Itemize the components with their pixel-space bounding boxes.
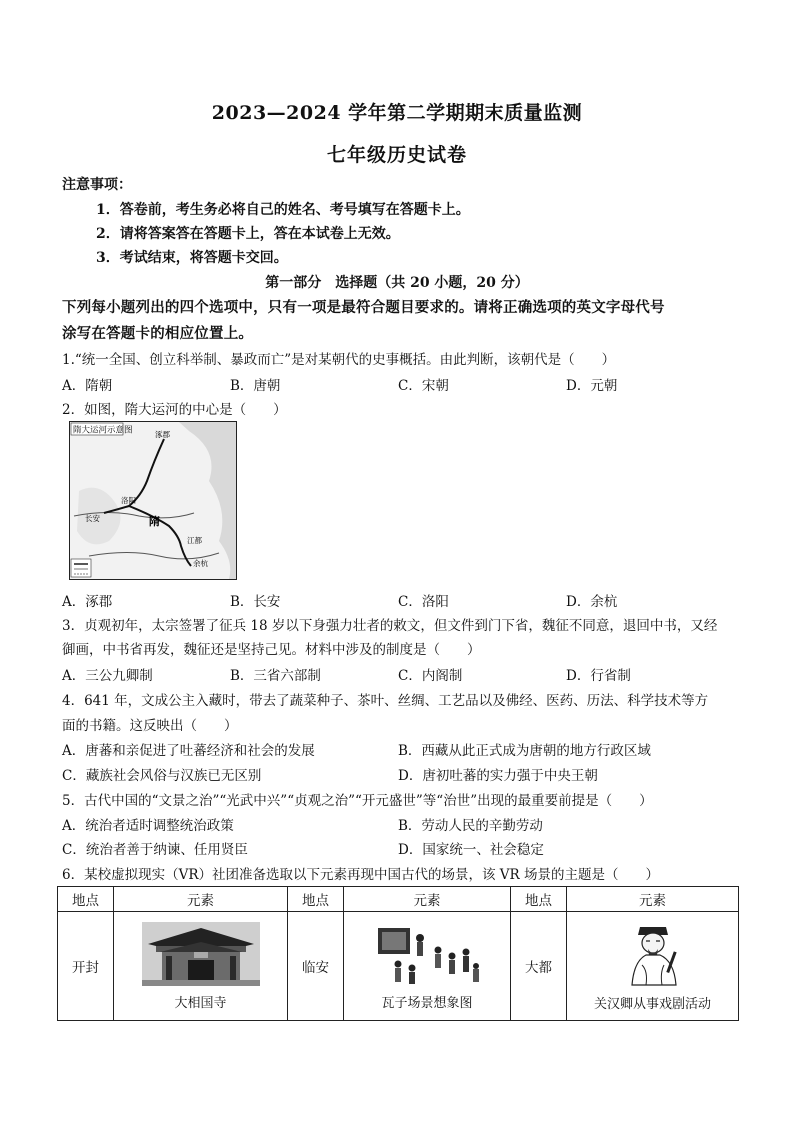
question-5-option-b: B．劳动人民的辛勤劳动 xyxy=(398,818,543,834)
question-1-option-b: B．唐朝 xyxy=(230,378,281,394)
question-5-option-d: D．国家统一、社会稳定 xyxy=(398,842,544,858)
question-5-option-a: A．统治者适时调整统治政策 xyxy=(62,818,234,834)
question-2-option-a: A．涿郡 xyxy=(62,594,113,610)
caption-wazi: 瓦子场景想象图 xyxy=(381,995,473,1011)
question-2-option-c: C．洛阳 xyxy=(398,594,449,610)
question-4-stem: 4．641 年，文成公主入藏时，带去了蔬菜种子、茶叶、丝绸、工艺品以及佛经、医药、历法、科学技术等方 xyxy=(62,693,709,709)
map-label-yuhang: 余杭 xyxy=(193,559,208,568)
table-header-element: 元素 xyxy=(344,887,511,912)
table-header-element: 元素 xyxy=(567,887,739,912)
map-label-luoyang: 洛阳 xyxy=(121,496,136,505)
element-cell-guan-hanqing xyxy=(567,912,739,1021)
question-4-option-b: B．西藏从此正式成为唐朝的地方行政区域 xyxy=(398,743,651,759)
question-4-stem-cont: 面的书籍。这反映出（ ） xyxy=(62,718,238,734)
table-header-place: 地点 xyxy=(511,887,567,912)
table-row xyxy=(58,912,739,1021)
note-item: 3．考试结束，将答题卡交回。 xyxy=(96,250,288,266)
note-item: 2．请将答案答在答题卡上，答在本试卷上无效。 xyxy=(96,226,400,242)
question-1-stem: 1.“统一全国、创立科举制、暴政而亡”是对某朝代的史事概括。由此判断，该朝代是（ ） xyxy=(62,352,616,368)
question-5-option-c: C．统治者善于纳谏、任用贤臣 xyxy=(62,842,248,858)
table-header-element: 元素 xyxy=(114,887,288,912)
question-2-option-d: D．余杭 xyxy=(566,594,618,610)
question-2-option-b: B．长安 xyxy=(230,594,281,610)
caption-guan-hanqing: 关汉卿从事戏剧活动 xyxy=(593,996,711,1012)
guan-hanqing-portrait xyxy=(618,921,688,987)
question-3-option-b: B．三省六部制 xyxy=(230,668,321,684)
exam-title: 2023—2024 学年第二学期期末质量监测 xyxy=(211,102,583,124)
notes-heading: 注意事项： xyxy=(62,177,132,193)
question-1-option-c: C．宋朝 xyxy=(398,378,449,394)
question-3-stem-cont: 御画，中书省再发，魏征还是坚持己见。材料中涉及的制度是（ ） xyxy=(62,642,481,658)
vr-elements-table xyxy=(57,886,739,1021)
wazi-scene-image xyxy=(368,922,486,986)
place-linan: 临安 xyxy=(288,912,344,1021)
map-label-sui: 隋 xyxy=(149,515,160,528)
note-item: 1．答卷前，考生务必将自己的姓名、考号填写在答题卡上。 xyxy=(96,202,470,218)
map-label-zhuojun: 涿郡 xyxy=(155,430,170,439)
place-kaifeng: 开封 xyxy=(58,912,114,1021)
question-3-option-c: C．内阁制 xyxy=(398,668,463,684)
place-dadu: 大都 xyxy=(511,912,567,1021)
table-header-place: 地点 xyxy=(58,887,114,912)
question-4-option-a: A．唐蕃和亲促进了吐蕃经济和社会的发展 xyxy=(62,743,315,759)
question-1-option-a: A．隋朝 xyxy=(62,378,113,394)
exam-subtitle: 七年级历史试卷 xyxy=(326,144,467,166)
question-3-option-a: A．三公九卿制 xyxy=(62,668,153,684)
section-instruction: 下列每小题列出的四个选项中，只有一项是最符合题目要求的。请将正确选项的英文字母代号 xyxy=(62,299,665,316)
question-5-stem: 5．古代中国的“文景之治”“光武中兴”“贞观之治”“开元盛世”等“治世”出现的最重要前提是（ ） xyxy=(62,793,653,809)
map-title: 隋大运河示意图 xyxy=(73,425,133,436)
question-1-option-d: D．元朝 xyxy=(566,378,618,394)
section-title: 第一部分 选择题（共 20 小题，20 分） xyxy=(265,275,529,291)
element-cell-temple xyxy=(114,912,288,1021)
grand-canal-map xyxy=(69,421,237,580)
question-6-stem: 6．某校虚拟现实（VR）社团准备选取以下元素再现中国古代的场景，该 VR 场景的主题是（ ） xyxy=(62,867,659,883)
section-instruction: 涂写在答题卡的相应位置上。 xyxy=(62,325,254,342)
temple-image xyxy=(142,922,260,986)
map-label-jiangdu: 江都 xyxy=(187,536,202,545)
map-label-changan: 长安 xyxy=(85,514,100,523)
question-4-option-c: C．藏族社会风俗与汉族已无区别 xyxy=(62,768,262,784)
table-header-row xyxy=(58,887,739,912)
question-2-stem: 2．如图，隋大运河的中心是（ ） xyxy=(62,402,287,418)
element-cell-wazi xyxy=(344,912,511,1021)
question-3-option-d: D．行省制 xyxy=(566,668,631,684)
table-header-place: 地点 xyxy=(288,887,344,912)
question-4-option-d: D．唐初吐蕃的实力强于中央王朝 xyxy=(398,768,598,784)
caption-temple: 大相国寺 xyxy=(174,995,227,1011)
question-3-stem: 3．贞观初年，太宗签署了征兵 18 岁以下身强力壮者的敕文，但文件到门下省，魏征不同意，退回中书，又经 xyxy=(62,618,718,634)
